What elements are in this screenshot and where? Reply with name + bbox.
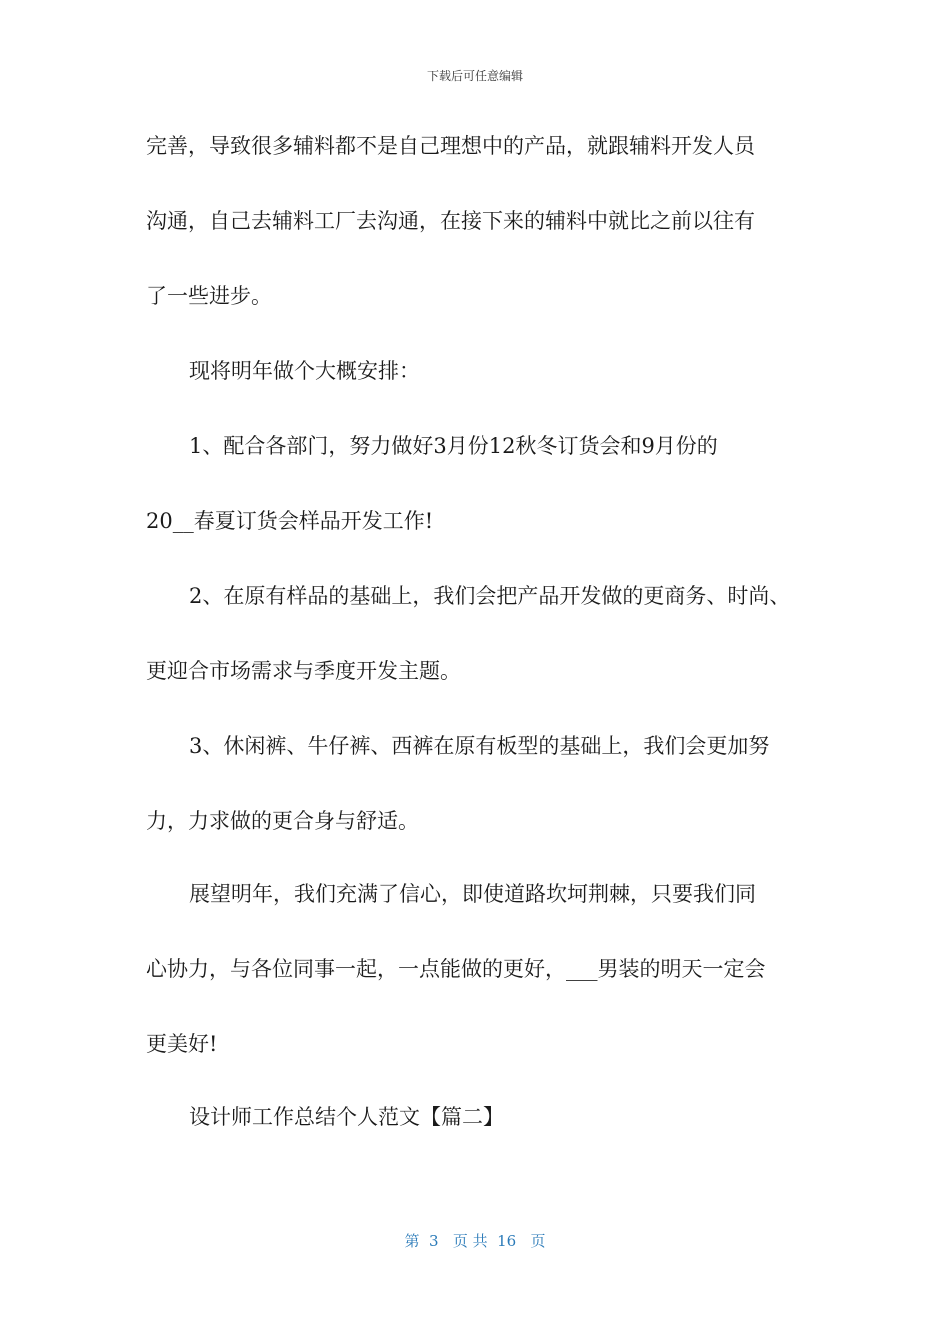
body-line: 了一些进步。 bbox=[146, 284, 272, 308]
body-line: 展望明年，我们充满了信心，即使道路坎坷荆棘，只要我们同 bbox=[189, 882, 756, 906]
body-line: 力，力求做的更合身与舒适。 bbox=[146, 809, 419, 833]
body-line: 完善，导致很多辅料都不是自己理想中的产品，就跟辅料开发人员 bbox=[146, 134, 755, 158]
section-heading: 设计师工作总结个人范文【篇二】 bbox=[189, 1105, 504, 1129]
body-line: 20__春夏订货会样品开发工作! bbox=[146, 509, 434, 533]
page-header: 下载后可任意编辑 bbox=[426, 69, 523, 83]
page-footer: 第 3 页 共 16 页 bbox=[404, 1232, 546, 1250]
body-line: 1、配合各部门，努力做好3月份12秋冬订货会和9月份的 bbox=[189, 434, 718, 458]
body-line: 心协力，与各位同事一起，一点能做的更好，___男装的明天一定会 bbox=[146, 957, 766, 981]
body-line: 更迎合市场需求与季度开发主题。 bbox=[146, 659, 461, 683]
body-line: 3、休闲裤、牛仔裤、西裤在原有板型的基础上，我们会更加努 bbox=[189, 734, 770, 758]
body-line: 2、在原有样品的基础上，我们会把产品开发做的更商务、时尚、 bbox=[189, 584, 791, 608]
body-line: 沟通，自己去辅料工厂去沟通，在接下来的辅料中就比之前以往有 bbox=[146, 209, 755, 233]
body-line: 更美好! bbox=[146, 1032, 218, 1056]
body-line: 现将明年做个大概安排： bbox=[189, 359, 420, 383]
